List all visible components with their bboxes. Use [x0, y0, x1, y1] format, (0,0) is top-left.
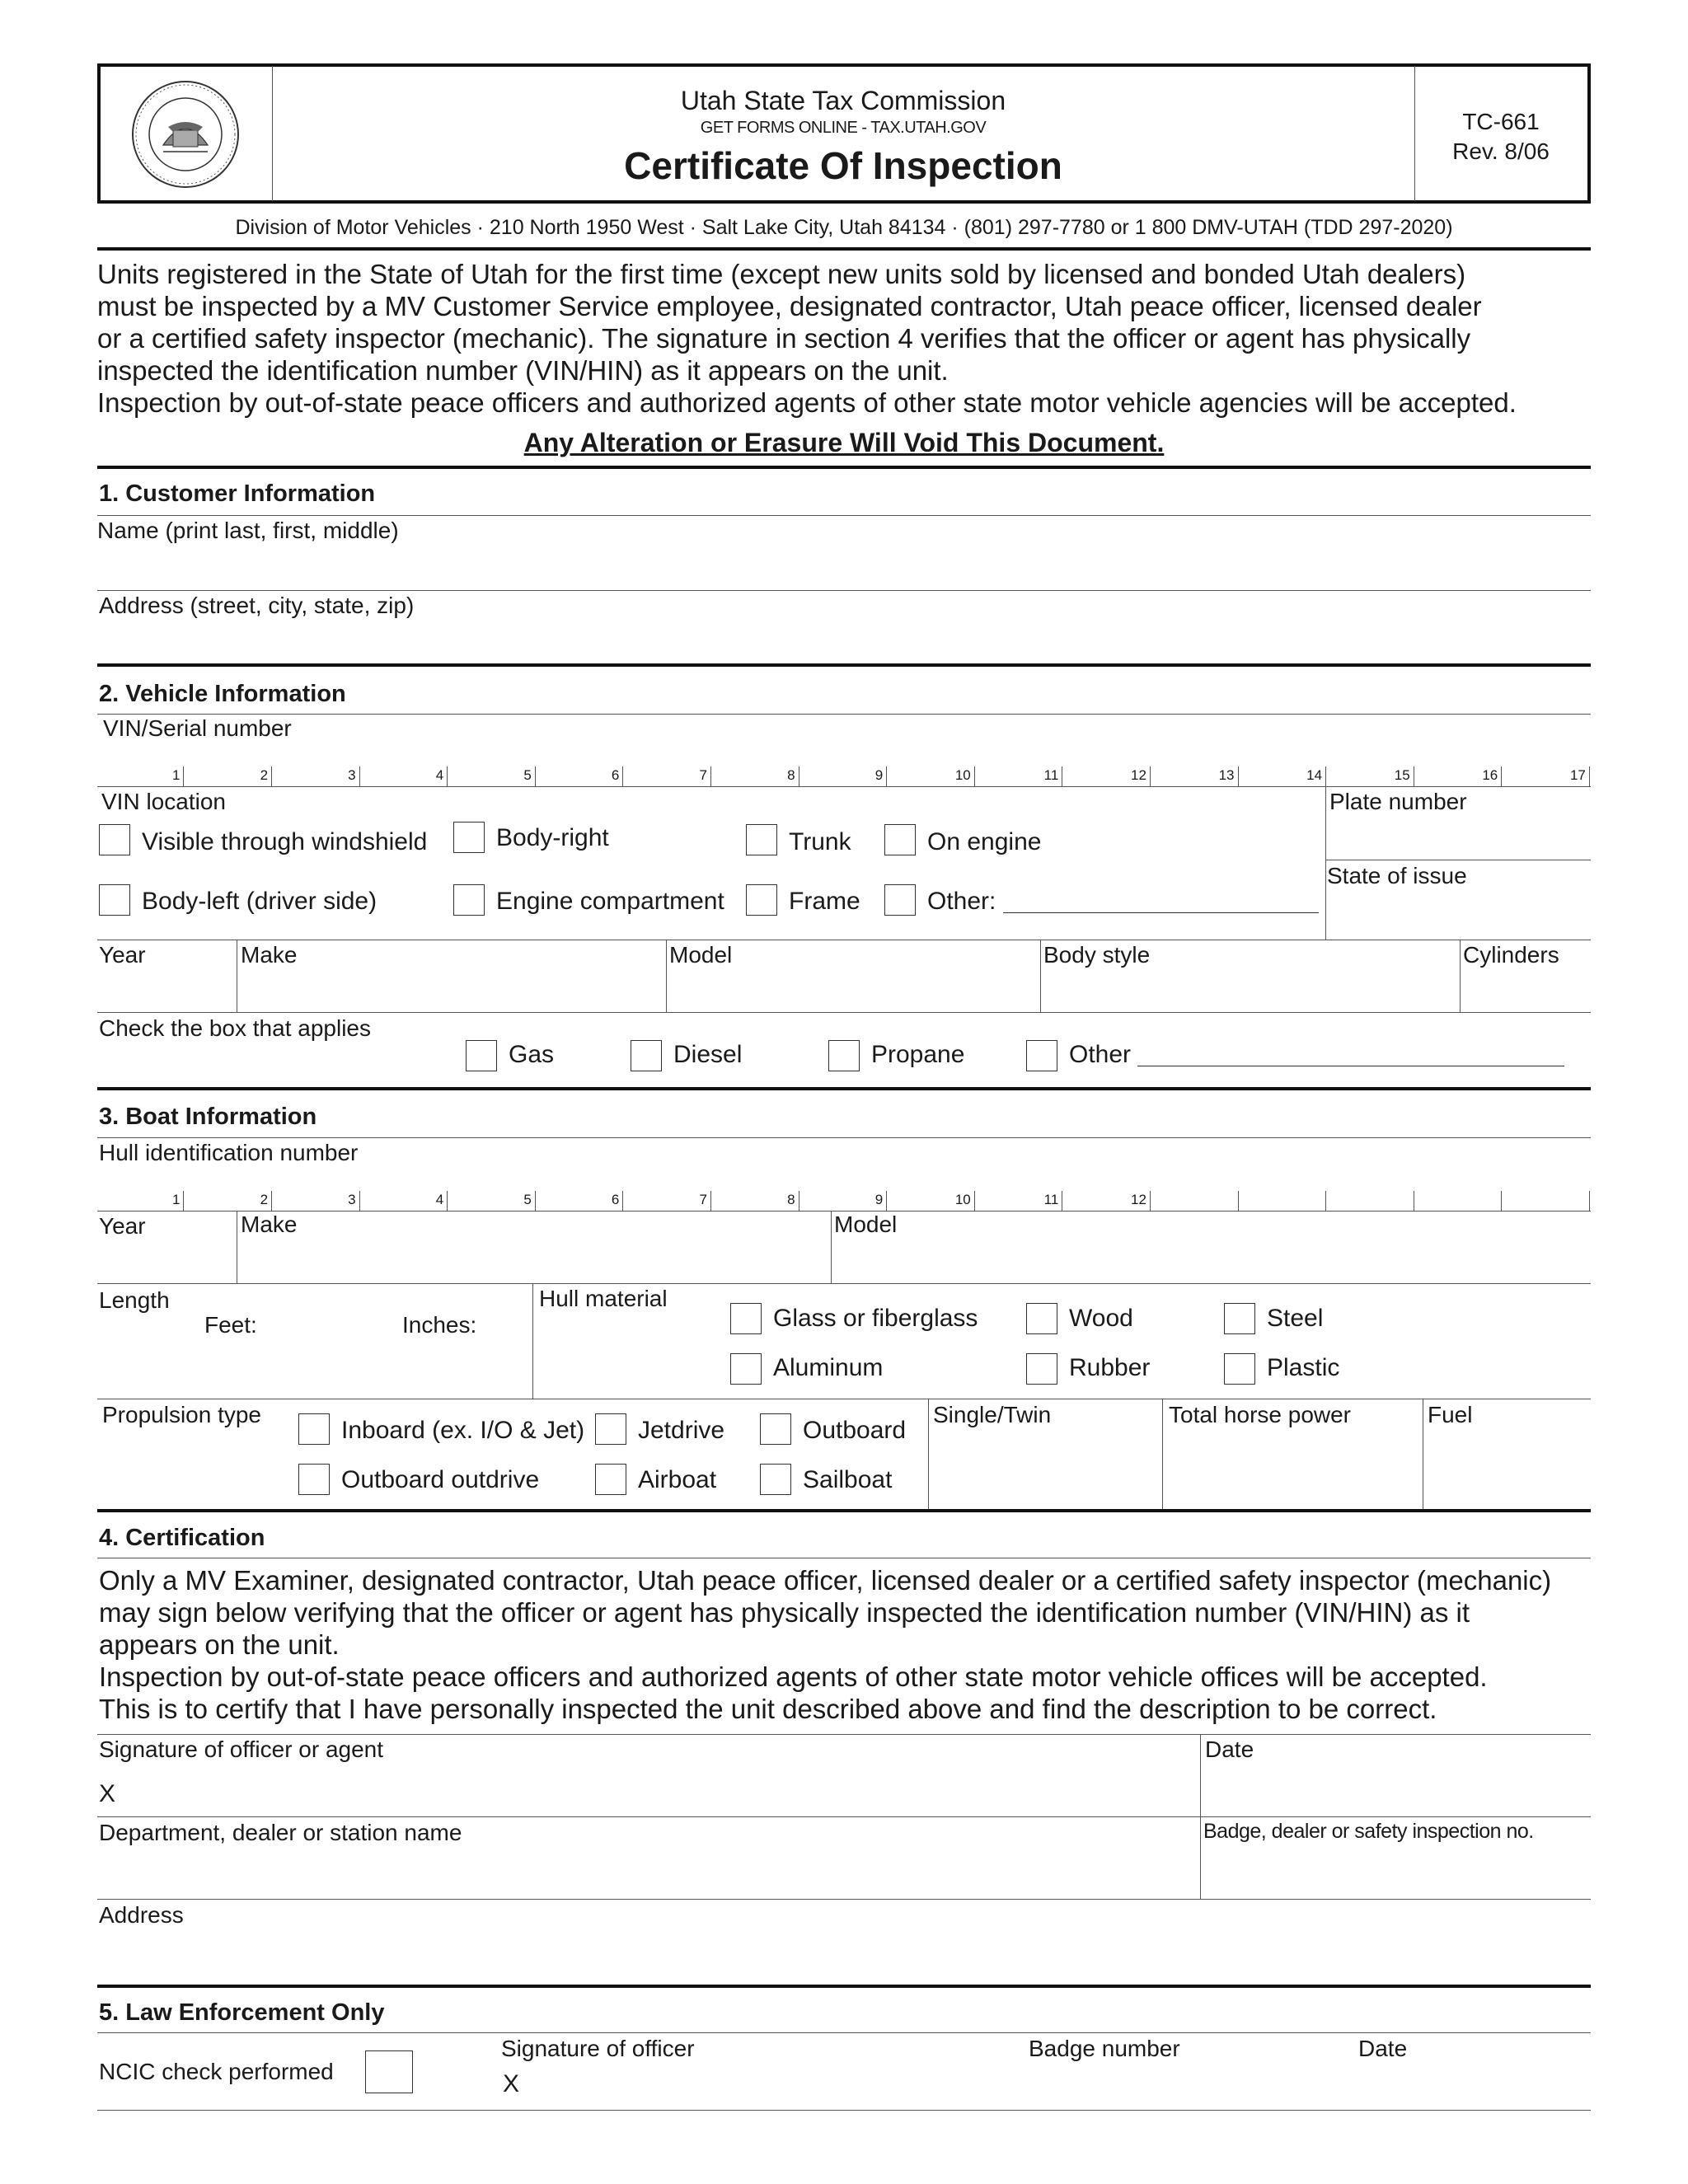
vin-loc-frame-checkbox[interactable]: [746, 884, 777, 916]
hull-rubber-checkbox[interactable]: [1026, 1353, 1057, 1385]
hull-divider: [359, 1191, 360, 1211]
department-field[interactable]: [97, 1820, 1198, 1898]
cert-line-5: This is to certify that I have personally inspected the unit described above and find the description to be correct.: [99, 1694, 1437, 1724]
cert-line-3: appears on the unit.: [99, 1629, 340, 1660]
vehicle-year-label: Year: [99, 942, 146, 968]
fuel-diesel-checkbox[interactable]: [631, 1040, 662, 1071]
vin-digit-number: 6: [611, 767, 620, 783]
vin-divider: [1325, 766, 1326, 786]
hull-divider: [622, 1191, 623, 1211]
vin-divider: [1150, 766, 1151, 786]
vin-loc-other-checkbox[interactable]: [884, 884, 916, 916]
badge-dealer-field[interactable]: [1203, 1820, 1591, 1898]
horse-power-label: Total horse power: [1169, 1402, 1352, 1427]
hull-steel-label: Steel: [1267, 1305, 1324, 1332]
prop-airboat-checkbox[interactable]: [595, 1464, 626, 1495]
boat-year-label: Year: [99, 1213, 146, 1239]
section-2-heading: 2. Vehicle Information: [99, 681, 346, 707]
vin-digit-number: 9: [874, 767, 884, 783]
le-signature-x: X: [503, 2070, 520, 2097]
hull-divider: [447, 1191, 448, 1211]
vehicle-year-field[interactable]: [97, 942, 236, 1012]
alteration-warning: Any Alteration or Erasure Will Void This Document.: [523, 428, 1165, 457]
prop-sailboat-checkbox[interactable]: [760, 1464, 791, 1495]
propulsion-label: Propulsion type: [102, 1402, 262, 1427]
vehicle-model-label: Model: [669, 942, 733, 968]
hull-digit-number: 12: [1131, 1192, 1146, 1207]
s3-div-single-twin: [928, 1399, 929, 1509]
form-title: Certificate Of Inspection: [624, 144, 1062, 187]
state-seal-icon: [130, 79, 241, 190]
prop-jetdrive-label: Jetdrive: [638, 1417, 725, 1444]
cert-line-2: may sign below verifying that the officer or agent has physically inspected the identification number (VIN/HIN) as it: [99, 1597, 1470, 1628]
vin-digit-number: 10: [954, 767, 971, 783]
section-4-heading: 4. Certification: [99, 1525, 265, 1551]
s5-rule-heading: [97, 2032, 1591, 2033]
vin-divider: [183, 766, 184, 786]
s2-rule-fuel: [97, 1012, 1591, 1013]
vin-loc-engine-comp-checkbox[interactable]: [453, 884, 485, 916]
hull-plastic-label: Plastic: [1267, 1354, 1340, 1381]
agency-name: Utah State Tax Commission: [680, 86, 1006, 115]
s3-rule-hull: [97, 1137, 1591, 1138]
s4-rule-address: [97, 1899, 1591, 1900]
officer-signature-x: X: [99, 1780, 116, 1807]
hull-digit-number: 1: [171, 1192, 181, 1207]
le-badge-field[interactable]: [1029, 2064, 1342, 2106]
s2-div-model: [666, 940, 667, 1012]
address-label: Address (street, city, state, zip): [99, 593, 415, 618]
boat-make-field[interactable]: [238, 1213, 830, 1283]
s3-div-hp: [1162, 1399, 1163, 1509]
prop-inboard-checkbox[interactable]: [298, 1413, 330, 1445]
plate-number-field[interactable]: [1327, 789, 1591, 860]
vin-loc-trunk-checkbox[interactable]: [746, 824, 777, 855]
cert-address-field[interactable]: [97, 1902, 1591, 1985]
vin-digit-number: 3: [348, 767, 356, 783]
hull-divider: [974, 1191, 975, 1211]
cylinders-label: Cylinders: [1463, 942, 1559, 968]
hull-divider: [183, 1191, 184, 1211]
hull-digit-number: 2: [260, 1192, 269, 1207]
hull-digit-number: 4: [435, 1192, 444, 1207]
vin-loc-body-right-label: Body-right: [496, 824, 609, 851]
vin-location-label: VIN location: [101, 789, 226, 814]
boat-model-field[interactable]: [832, 1213, 1591, 1283]
ncic-checkbox[interactable]: [365, 2050, 413, 2093]
vin-divider: [622, 766, 623, 786]
hull-steel-checkbox[interactable]: [1224, 1303, 1255, 1334]
horse-power-field[interactable]: [1164, 1401, 1421, 1508]
ncic-label: NCIC check performed: [99, 2059, 334, 2084]
vin-digit-number: 13: [1218, 767, 1235, 783]
s5-rule-bottom: [97, 2110, 1591, 2111]
hull-id-label: Hull identification number: [99, 1140, 359, 1165]
section-5-rule: [97, 1985, 1591, 1988]
vin-divider: [359, 766, 360, 786]
prop-outboard-outdrive-checkbox[interactable]: [298, 1464, 330, 1495]
state-of-issue-label: State of issue: [1327, 863, 1467, 888]
boat-year-field[interactable]: [97, 1213, 236, 1283]
boat-fuel-field[interactable]: [1424, 1401, 1591, 1508]
s2-rule-vin: [97, 714, 1591, 715]
prop-outboard-label: Outboard: [803, 1417, 907, 1444]
cylinders-field[interactable]: [1461, 942, 1591, 1012]
intro-line-5: Inspection by out-of-state peace officers and authorized agents of other state motor vehicle agencies will be accepted.: [97, 387, 1517, 418]
le-date-field[interactable]: [1358, 2064, 1589, 2106]
hull-divider: [535, 1191, 536, 1211]
hull-digit-number: 8: [787, 1192, 795, 1207]
vin-divider: [271, 766, 272, 786]
cert-date-field[interactable]: [1203, 1736, 1591, 1815]
single-twin-label: Single/Twin: [933, 1402, 1052, 1427]
hull-glass-checkbox[interactable]: [730, 1303, 762, 1334]
name-label: Name (print last, first, middle): [97, 518, 399, 543]
hull-wood-label: Wood: [1069, 1305, 1133, 1332]
vin-digit-number: 1: [171, 767, 181, 783]
boat-make-label: Make: [241, 1212, 298, 1237]
single-twin-field[interactable]: [930, 1401, 1160, 1508]
vin-digit-number: 7: [699, 767, 707, 783]
fuel-check-label: Check the box that applies: [99, 1015, 371, 1041]
vehicle-make-label: Make: [241, 942, 298, 968]
cert-date-label: Date: [1205, 1736, 1254, 1762]
officer-signature-field[interactable]: [124, 1768, 1195, 1813]
vehicle-model-field[interactable]: [668, 942, 1039, 1012]
s2-div-body: [1040, 940, 1041, 1012]
intro-line-1: Units registered in the State of Utah for the first time (except new units sold by licensed and bonded Utah dealers): [97, 259, 1466, 289]
hull-aluminum-label: Aluminum: [773, 1354, 884, 1381]
plate-divider: [1325, 786, 1326, 940]
vin-digit-number: 11: [1043, 767, 1059, 783]
vin-loc-other-field[interactable]: [1003, 912, 1319, 913]
fuel-gas-label: Gas: [509, 1041, 555, 1068]
body-style-label: Body style: [1043, 942, 1151, 968]
section-1-heading: 1. Customer Information: [99, 480, 376, 507]
vin-loc-body-right-checkbox[interactable]: [453, 822, 485, 853]
hull-divider: [271, 1191, 272, 1211]
hull-digit-number: 10: [954, 1192, 971, 1207]
cert-address-label: Address: [99, 1902, 184, 1928]
section-3-rule: [97, 1087, 1591, 1090]
hull-glass-label: Glass or fiberglass: [773, 1305, 978, 1332]
hull-digit-number: 6: [611, 1192, 620, 1207]
vehicle-make-field[interactable]: [238, 942, 665, 1012]
vin-loc-visible-checkbox[interactable]: [99, 824, 130, 855]
vin-loc-other-label: Other:: [927, 888, 996, 915]
department-label: Department, dealer or station name: [99, 1820, 462, 1845]
cert-line-1: Only a MV Examiner, designated contractor, Utah peace officer, licensed dealer or a certified safety inspector (mechanic): [99, 1565, 1552, 1596]
vin-divider: [1501, 766, 1502, 786]
badge-dealer-label: Badge, dealer or safety inspection no.: [1203, 1820, 1534, 1843]
vin-digit-number: 17: [1569, 767, 1586, 783]
vin-loc-visible-label: Visible through windshield: [142, 828, 428, 855]
fuel-other-checkbox[interactable]: [1026, 1040, 1057, 1071]
prop-outboard-outdrive-label: Outboard outdrive: [341, 1466, 540, 1493]
hull-divider: [1501, 1191, 1502, 1211]
boat-model-label: Model: [834, 1212, 898, 1237]
section-2-rule: [97, 663, 1591, 667]
fuel-diesel-label: Diesel: [673, 1041, 743, 1068]
hull-digit-number: 9: [874, 1192, 884, 1207]
vin-digit-number: 4: [435, 767, 444, 783]
vin-loc-on-engine-checkbox[interactable]: [884, 824, 916, 855]
hull-digit-number: 11: [1043, 1192, 1059, 1207]
hull-divider: [1150, 1191, 1151, 1211]
vin-digit-number: 2: [260, 767, 269, 783]
hull-id-field[interactable]: [97, 1174, 1591, 1211]
length-feet-label[interactable]: Feet:: [204, 1312, 257, 1338]
prop-airboat-label: Airboat: [638, 1466, 717, 1493]
hull-divider: [886, 1191, 887, 1211]
vin-digit-number: 5: [523, 767, 532, 783]
s1-rule-name: [97, 515, 1591, 516]
intro-line-2: must be inspected by a MV Customer Service employee, designated contractor, Utah peace officer, licensed dealer: [97, 291, 1482, 321]
vin-digit-number: 14: [1306, 767, 1323, 783]
vin-divider: [447, 766, 448, 786]
hull-divider: [1589, 1191, 1590, 1211]
intro-line-3: or a certified safety inspector (mechanic). The signature in section 4 verifies that the officer or agent has physically: [97, 323, 1471, 354]
officer-signature-label: Signature of officer or agent: [99, 1736, 384, 1762]
s2-div-cyl: [1460, 940, 1461, 1012]
vin-divider: [535, 766, 536, 786]
hull-divider: [1325, 1191, 1326, 1211]
vin-divider: [710, 766, 711, 786]
vin-label: VIN/Serial number: [103, 715, 292, 741]
s4-rule-department: [97, 1816, 1591, 1817]
fuel-propane-label: Propane: [871, 1041, 965, 1068]
hull-digit-number: 5: [523, 1192, 532, 1207]
hull-digit-number: 7: [699, 1192, 707, 1207]
hull-material-label: Hull material: [539, 1286, 668, 1311]
vin-divider: [886, 766, 887, 786]
form-revision: Rev. 8/06: [1452, 138, 1550, 164]
body-style-field[interactable]: [1042, 942, 1458, 1012]
fuel-gas-checkbox[interactable]: [466, 1040, 497, 1071]
fuel-propane-checkbox[interactable]: [828, 1040, 860, 1071]
prop-outboard-checkbox[interactable]: [760, 1413, 791, 1445]
division-address: Division of Motor Vehicles · 210 North 1950 West · Salt Lake City, Utah 84134 · (801) 297-7780 or 1 800 DMV-UTAH (TDD 297-2020): [235, 216, 1453, 239]
hull-divider: [1238, 1191, 1239, 1211]
vin-divider: [1238, 766, 1239, 786]
section-3-heading: 3. Boat Information: [99, 1104, 317, 1130]
hull-digit-number: 3: [348, 1192, 356, 1207]
vin-digit-number: 12: [1131, 767, 1146, 783]
state-of-issue-field[interactable]: [1327, 863, 1591, 939]
header-rule: [97, 247, 1591, 251]
length-label: Length: [99, 1287, 170, 1313]
vin-loc-body-left-label: Body-left (driver side): [142, 888, 377, 915]
get-forms-link[interactable]: GET FORMS ONLINE - TAX.UTAH.GOV: [700, 119, 987, 137]
intro-line-4: inspected the identification number (VIN/HIN) as it appears on the unit.: [97, 355, 949, 386]
fuel-other-label: Other: [1069, 1041, 1132, 1068]
hull-divider: [710, 1191, 711, 1211]
vin-loc-frame-label: Frame: [789, 888, 860, 915]
s1-rule-address: [97, 590, 1591, 591]
vin-field[interactable]: [97, 750, 1591, 786]
vin-loc-body-left-checkbox[interactable]: [99, 884, 130, 916]
name-field[interactable]: [97, 518, 1591, 590]
hull-wood-checkbox[interactable]: [1026, 1303, 1057, 1334]
section-1-rule: [97, 466, 1591, 469]
vin-loc-trunk-label: Trunk: [789, 828, 851, 855]
vin-divider: [974, 766, 975, 786]
s3-div-hull-material: [532, 1283, 533, 1399]
le-badge-label: Badge number: [1029, 2036, 1180, 2061]
vin-loc-engine-comp-label: Engine compartment: [496, 888, 724, 915]
s4-rule-signature: [97, 1734, 1591, 1735]
vin-digit-number: 15: [1394, 767, 1410, 783]
vin-divider: [1589, 766, 1590, 786]
hull-plastic-checkbox[interactable]: [1224, 1353, 1255, 1385]
le-signature-field[interactable]: [528, 2064, 1006, 2106]
plate-number-label: Plate number: [1329, 789, 1467, 814]
boat-fuel-label: Fuel: [1428, 1402, 1473, 1427]
prop-inboard-label: Inboard (ex. I/O & Jet): [341, 1417, 585, 1444]
section-5-heading: 5. Law Enforcement Only: [99, 1999, 385, 2026]
address-field[interactable]: [97, 593, 1591, 663]
s2-rule-vin-bottom: [97, 786, 1591, 787]
hull-rubber-label: Rubber: [1069, 1354, 1151, 1381]
le-date-label: Date: [1358, 2036, 1408, 2061]
vin-digit-number: 16: [1482, 767, 1498, 783]
vin-loc-on-engine-label: On engine: [927, 828, 1042, 855]
section-4-rule: [97, 1509, 1591, 1512]
hull-aluminum-checkbox[interactable]: [730, 1353, 762, 1385]
length-inches-label[interactable]: Inches:: [402, 1312, 477, 1338]
form-number: TC-661: [1462, 109, 1540, 134]
cert-line-4: Inspection by out-of-state peace officers and authorized agents of other state motor vehicle offices will be accepted.: [99, 1661, 1488, 1692]
prop-sailboat-label: Sailboat: [803, 1466, 893, 1493]
vin-digit-number: 8: [787, 767, 795, 783]
le-signature-label: Signature of officer: [501, 2036, 695, 2061]
prop-jetdrive-checkbox[interactable]: [595, 1413, 626, 1445]
s3-rule-length: [97, 1283, 1591, 1284]
s3-div-model: [831, 1211, 832, 1283]
